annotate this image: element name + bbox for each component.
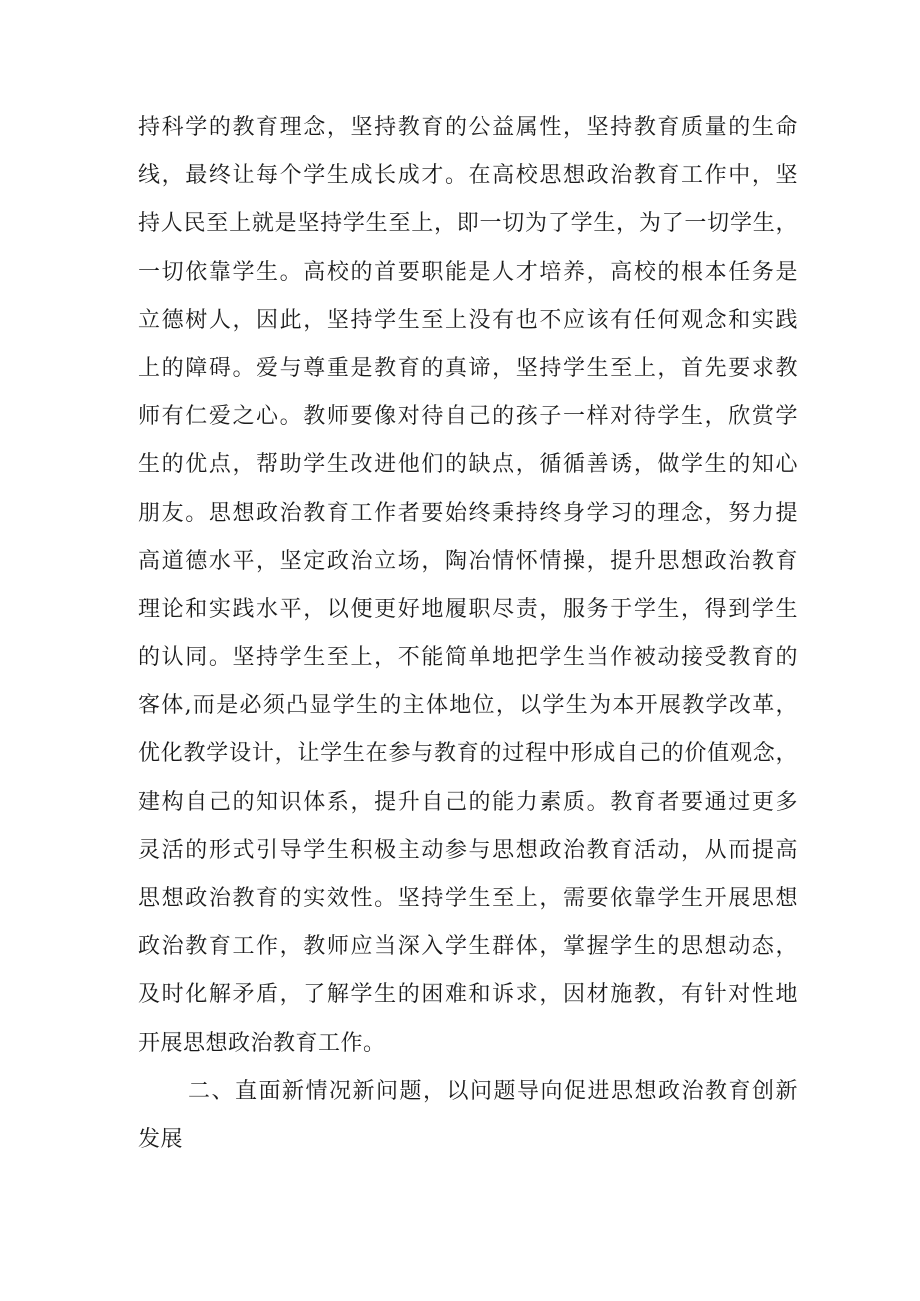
document-body: [138, 104, 798, 1164]
paragraph-line: 师有仁爱之心。教师要像对待自己的孩子一样对待学生，欣赏学: [138, 404, 798, 430]
heading-line: 发展: [138, 1126, 184, 1152]
paragraph-line: 优化教学设计，让学生在参与教育的过程中形成自己的价值观念，: [138, 741, 798, 767]
paragraph-line: 理论和实践水平，以便更好地履职尽责，服务于学生，得到学生: [138, 596, 798, 622]
paragraph-1: [138, 104, 798, 1068]
section-heading-2: [138, 1068, 798, 1164]
paragraph-line: 生的优点，帮助学生改进他们的缺点，循循善诱，做学生的知心: [138, 452, 798, 478]
paragraph-line: 上的障碍。爱与尊重是教育的真谛，坚持学生至上，首先要求教: [138, 355, 798, 381]
paragraph-line: 客体,而是必须凸显学生的主体地位，以学生为本开展教学改革，: [138, 693, 798, 719]
paragraph-line: 一切依靠学生。高校的首要职能是人才培养，高校的根本任务是: [138, 259, 798, 285]
paragraph-line: 建构自己的知识体系，提升自己的能力素质。教育者要通过更多: [138, 789, 798, 815]
paragraph-line: 立德树人，因此，坚持学生至上没有也不应该有任何观念和实践: [138, 307, 798, 333]
paragraph-line: 的认同。坚持学生至上，不能简单地把学生当作被动接受教育的: [138, 645, 798, 671]
heading-line: 二、直面新情况新问题，以问题导向促进思想政治教育创新: [188, 1078, 798, 1104]
paragraph-line: 灵活的形式引导学生积极主动参与思想政治教育活动，从而提高: [138, 837, 798, 863]
paragraph-line: 思想政治教育的实效性。坚持学生至上，需要依靠学生开展思想: [138, 886, 798, 911]
paragraph-line: 线，最终让每个学生成长成才。在高校思想政治教育工作中，坚: [138, 163, 798, 189]
paragraph-line: 持人民至上就是坚持学生至上，即一切为了学生，为了一切学生，: [138, 211, 798, 237]
paragraph-line: 高道德水平，坚定政治立场，陶冶情怀情操，提升思想政治教育: [138, 548, 798, 574]
paragraph-line: 政治教育工作，教师应当深入学生群体，掌握学生的思想动态，: [138, 934, 798, 960]
paragraph-line: 及时化解矛盾，了解学生的困难和诉求，因材施教，有针对性地: [138, 982, 798, 1008]
paragraph-line: 开展思想政治教育工作。: [138, 1030, 386, 1056]
paragraph-line: 朋友。思想政治教育工作者要始终秉持终身学习的理念，努力提: [138, 500, 798, 526]
paragraph-line: 持科学的教育理念，坚持教育的公益属性，坚持教育质量的生命: [138, 115, 798, 140]
